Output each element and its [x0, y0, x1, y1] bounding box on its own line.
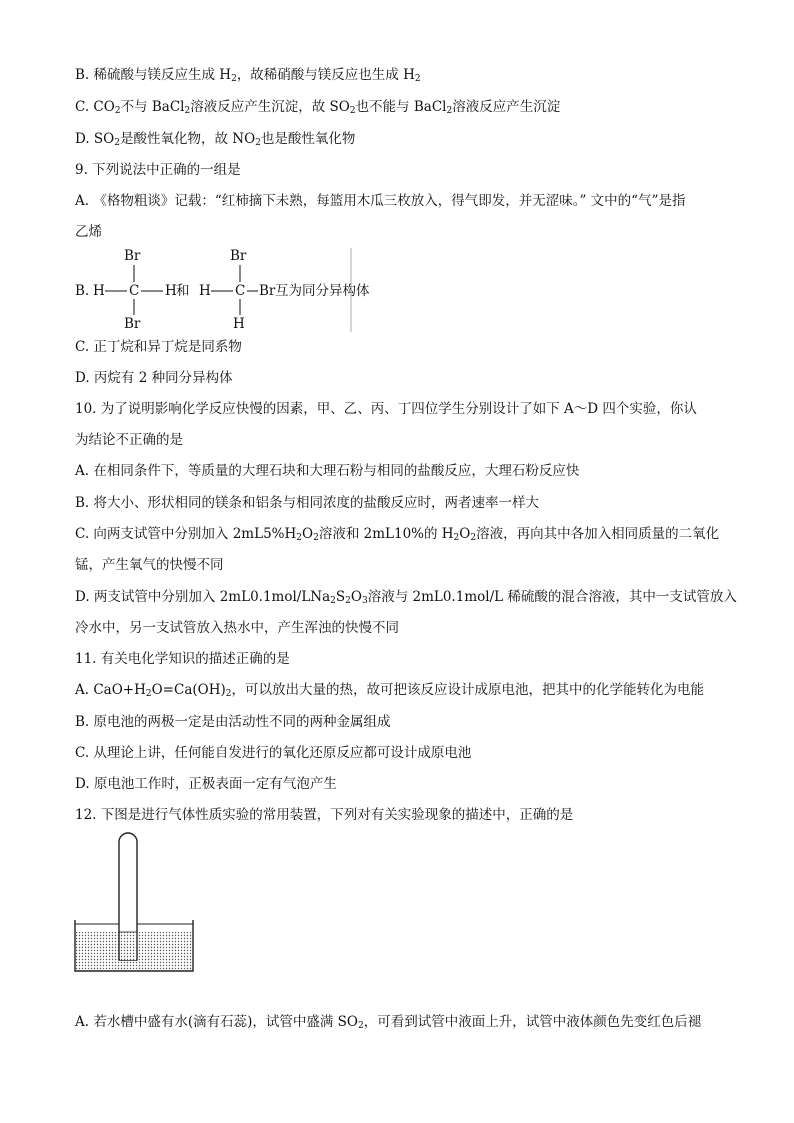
text-line-q10b: 为结论不正确的是 [75, 432, 183, 448]
mol2-right-atom: Br [259, 283, 276, 299]
question-9-option-b [75, 246, 794, 334]
mol2-bottom-atom: H [233, 316, 245, 332]
mol2-center-atom: C [235, 283, 246, 299]
mol2-left-atom: H [199, 283, 211, 299]
text-line-q11: 11. 有关电化学知识的描述正确的是 [75, 651, 290, 667]
trough-and-test-tube-figure [72, 832, 212, 977]
mol1-center-atom: C [129, 283, 140, 299]
mol1-right-atom: H [165, 283, 177, 299]
text-line-q12a: A. 若水槽中盛有水(滴有石蕊)，试管中盛满 $SO_2$，可看到试管中液面上升，试管中液体颜色先变红色后褪 [75, 1014, 702, 1031]
text-line-q11b: B. 原电池的两极一定是由活动性不同的两种金属组成 [75, 714, 391, 730]
text-line-q9: 9. 下列说法中正确的一组是 [75, 162, 241, 178]
mol2-top-atom: Br [230, 248, 247, 264]
text-line-q9c: C. 正丁烷和异丁烷是同系物 [75, 339, 242, 355]
text-line-q9d: D. 丙烷有 2 种同分异构体 [75, 370, 233, 386]
connector-word: 和 [176, 283, 190, 299]
text-line-q10optA: A. 在相同条件下，等质量的大理石块和大理石粉与相同的盐酸反应，大理石粉反应快 [75, 463, 580, 479]
mol1-bottom-atom: Br [124, 316, 141, 332]
text-line-q8b: B. 稀硫酸与镁反应生成 $H_2$，故稀硝酸与镁反应也生成 $H_2$ [75, 67, 421, 84]
text-line-q10optD1: D. 两支试管中分别加入 $2mL0.1mol/LNa_2S_2O_3$溶液与 2mL0.1mol/L 稀硫酸的混合溶液，其中一支试管放入 [75, 589, 737, 606]
option-label: B. [75, 283, 90, 299]
text-line-q10optC2: 锰，产生氧气的快慢不同 [75, 557, 224, 573]
text-line-q10a: 10. 为了说明影响化学反应快慢的因素，甲、乙、丙、丁四位学生分别设计了如下 A～D 四个实验，你认 [75, 401, 697, 417]
text-line-q8d: D. $SO_2$是酸性氧化物，故 $NO_2$也是酸性氧化物 [75, 131, 356, 148]
molecule-2 [199, 248, 276, 332]
text-line-q11c: C. 从理论上讲，任何能自发进行的氧化还原反应都可设计成原电池 [75, 745, 472, 761]
text-line-q12: 12. 下图是进行气体性质实验的常用装置，下列对有关实验现象的描述中，正确的是 [75, 807, 574, 823]
mol1-top-atom: Br [124, 248, 141, 264]
structural-formulas [75, 246, 794, 334]
text-line-q10optC1: C. 向两支试管中分别加入 $2mL5\%H_2O_2$溶液和 2mL10%的 $H_2O_2$溶液，再向其中各加入相同质量的二氧化 [75, 526, 720, 543]
mol1-left-atom: H [93, 283, 105, 299]
gas-experiment-apparatus [72, 832, 212, 981]
option-suffix: 互为同分异构体 [275, 283, 370, 299]
text-line-q10optD2: 冷水中，另一支试管放入热水中，产生浑浊的快慢不同 [75, 620, 399, 636]
text-line-q9a1: A. 《格物粗谈》记载：“红柿摘下未熟，每篮用木瓜三枚放入，得气即发，并无涩味。” 文中的“气”是指 [75, 193, 686, 209]
text-line-q11a: A. $CaO+H_2O=Ca(OH)_2$，可以放出大量的热，故可把该反应设计成原电池，把其中的化学能转化为电能 [75, 682, 704, 699]
text-line-q11d: D. 原电池工作时，正极表面一定有气泡产生 [75, 776, 337, 792]
liquid-in-tube [120, 932, 136, 960]
molecule-1 [93, 248, 177, 332]
text-line-q10optB: B. 将大小、形状相同的镁条和铝条与相同浓度的盐酸反应时，两者速率一样大 [75, 495, 540, 511]
text-line-q9a2: 乙烯 [75, 224, 102, 240]
text-line-q8c: C. $CO_2$不与 BaCl$_2$溶液反应产生沉淀，故 $SO_2$也不能与 BaCl$_2$溶液反应产生沉淀 [75, 99, 561, 116]
